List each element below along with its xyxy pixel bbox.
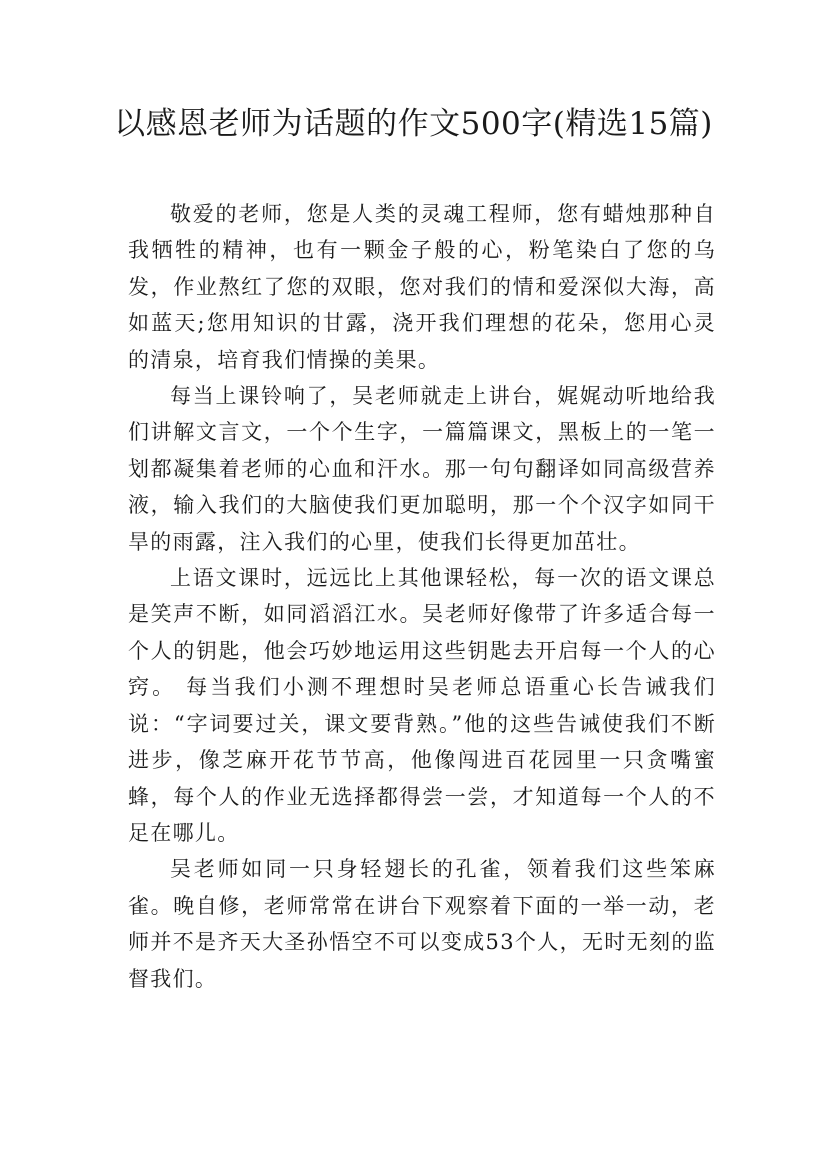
document-body [128, 196, 716, 997]
document-title: 以感恩老师为话题的作文500字(精选15篇) [114, 106, 713, 142]
paragraph-3: 上语文课时，远远比上其他课轻松，每一次的语文课总是笑声不断，如同滔滔江水。吴老师好像带了许多适合每一个人的钥匙，他会巧妙地运用这些钥匙去开启每一个人的心窍。 每当我们小测不理想时吴老师总语重心长告诫我们说：“字词要过关，课文要背熟。”他的这些告诫使我们不断进步，像芝麻开花节节高，他像闯进百花园里一只贪嘴蜜蜂，每个人的作业无选择都得尝一尝，才知道每一个人的不足在哪儿。 [128, 566, 716, 845]
paragraph-2: 每当上课铃响了，吴老师就走上讲台，娓娓动听地给我们讲解文言文，一个个生字，一篇篇课文，黑板上的一笔一划都凝集着老师的心血和汗水。那一句句翻译如同高级营养液，输入我们的大脑使我们更加聪明，那一个个汉字如同干旱的雨露，注入我们的心里，使我们长得更加茁壮。 [128, 384, 716, 554]
paragraph-1: 敬爱的老师，您是人类的灵魂工程师，您有蜡烛那种自我牺牲的精神，也有一颗金子般的心，粉笔染白了您的乌发，作业熬红了您的双眼，您对我们的情和爱深似大海，高如蓝天;您用知识的甘露，浇开我们理想的花朵，您用心灵的清泉，培育我们情操的美果。 [128, 202, 716, 372]
paragraph-4: 吴老师如同一只身轻翅长的孔雀，领着我们这些笨麻雀。晚自修，老师常常在讲台下观察着下面的一举一动，老师并不是齐天大圣孙悟空不可以变成53个人，无时无刻的监督我们。 [128, 857, 716, 991]
